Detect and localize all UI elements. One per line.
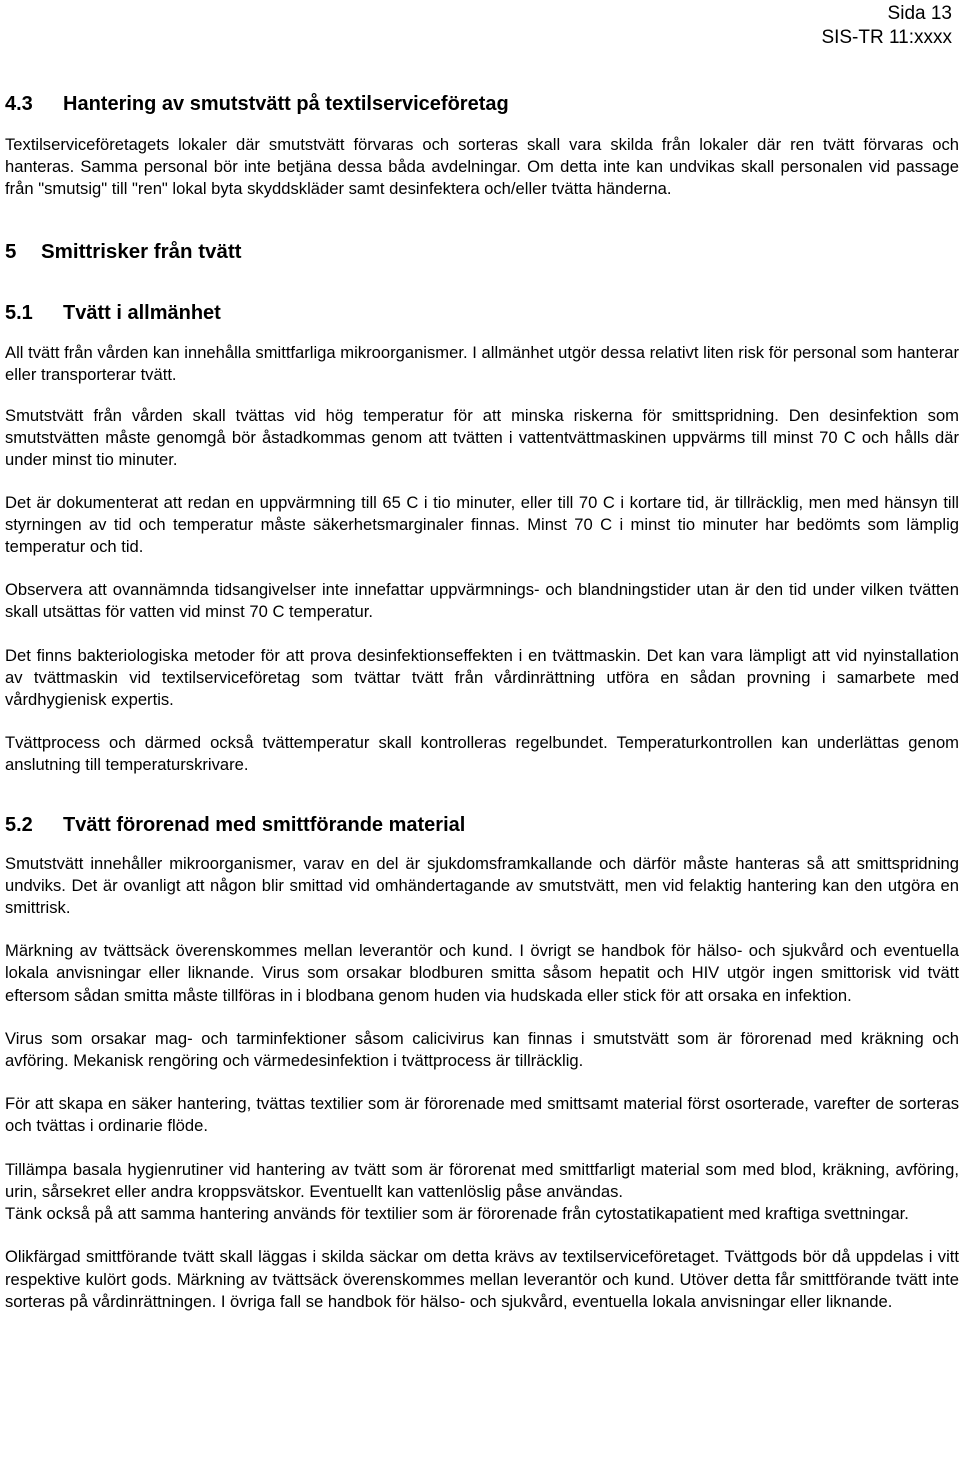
heading-5-1 xyxy=(5,301,959,325)
heading-5-2 xyxy=(5,813,959,837)
heading-5 xyxy=(5,239,959,265)
paragraph: Olikfärgad smittförande tvätt skall läggas i skilda säckar om detta krävs av textilserviceföretaget. Tvättgods bör då uppdelas i vitt respektive kulört gods. Märkning av tvättsäck överenskommes mellan leverantör och kund. Utöver detta får smittförande tvätt inte sorteras på vårdinrättningen. I övriga fall se handbok för hälso- och sjukvård, eventuella lokala anvisningar eller liknande. xyxy=(5,1247,959,1311)
page-header xyxy=(821,2,952,50)
paragraph: Virus som orsakar mag- och tarminfektioner såsom calicivirus kan finnas i smutstvätt som är förorenad med kräkning och avföring. Mekanisk rengöring och värmedesinfektion i tvättprocess är tillräcklig. xyxy=(5,1028,959,1071)
paragraph: Tvättprocess och därmed också tvättemperatur skall kontrolleras regelbundet. Temperaturkontrollen kan underlättas genom anslutning till temperaturskrivare. xyxy=(5,733,959,775)
heading-number: 5.1 xyxy=(5,301,33,324)
paragraph: Det är dokumenterat att redan en uppvärmning till 65 C i tio minuter, eller till 70 C i kortare tid, är tillräcklig, men med hänsyn till styrningen av tid och temperatur måste säkerhetsmarginaler finnas. Minst 70 C i minst tio minuter har bedömts som lämplig temperatur och tid. xyxy=(5,492,959,557)
heading-title: Hantering av smutstvätt på textilserviceföretag xyxy=(63,93,509,115)
paragraph: Det finns bakteriologiska metoder för att prova desinfektionseffekten i en tvättmaskin. Det kan vara lämpligt att vid nyinstallation av tvättmaskin vid textilserviceföretag som tvättar tvätt från vårdinrättning utföra en sådan provning i samarbete med vårdhygienisk expertis. xyxy=(5,645,959,710)
heading-number: 5.2 xyxy=(5,813,33,836)
page-number: Sida 13 xyxy=(887,3,952,24)
paragraph: För att skapa en säker hantering, tvättas textilier som är förorenade med smittsamt material först osorterade, varefter de sorteras och tvättas i ordinarie flöde. xyxy=(5,1094,959,1136)
paragraph: Tänk också på att samma hantering används för textilier som är förorenade från cytostatikapatient med kraftiga svettningar. xyxy=(5,1204,909,1224)
heading-title: Smittrisker från tvätt xyxy=(41,239,242,263)
document-id: SIS-TR 11:xxxx xyxy=(821,27,952,48)
heading-title: Tvätt i allmänhet xyxy=(63,301,221,324)
paragraph: Textilserviceföretagets lokaler där smutstvätt förvaras och sorteras skall vara skilda från lokaler där ren tvätt förvaras och hanteras. Samma personal bör inte betjäna dessa båda avdelningar. Om detta inte kan undvikas skall personalen vid passage från "smutsig" till "ren" lokal byta skyddskläder samt desinfektera och/eller tvätta händerna. xyxy=(5,135,959,199)
paragraph: Smutstvätt från vården skall tvättas vid hög temperatur för att minska riskerna för smittspridning. Den desinfektion som smutstvätten måste genomgå bör åstadkommas genom att tvätten i vattentvättmaskinen uppvärms till minst 70 C och hålls där under minst tio minuter. xyxy=(5,406,959,470)
document-body xyxy=(5,92,959,1313)
heading-title: Tvätt förorenad med smittförande material xyxy=(63,813,466,836)
paragraph: All tvätt från vården kan innehålla smittfarliga mikroorganismer. I allmänhet utgör dessa relativt liten risk för personal som hanterar eller transporterar tvätt. xyxy=(5,342,959,384)
heading-4-3 xyxy=(5,92,959,116)
paragraph: Tillämpa basala hygienrutiner vid hantering av tvätt som är förorenat med smittfarligt material som med blod, kräkning, avföring, urin, sårsekret eller andra kroppsvätskor. Eventuellt kan vattenlöslig påse användas. xyxy=(5,1159,959,1201)
heading-number: 4.3 xyxy=(5,93,33,115)
paragraph: Observera att ovannämnda tidsangivelser inte innefattar uppvärmnings- och blandningstider utan är den tid under vilken tvätten skall utsättas för vatten vid minst 70 C temperatur. xyxy=(5,580,959,622)
paragraph: Smutstvätt innehåller mikroorganismer, varav en del är sjukdomsframkallande och därför måste hanteras så att smittspridning undviks. Det är ovanligt att någon blir smittad vid omhändertagande av smutstvätt, men vid felaktig hantering kan den utgöra en smittrisk. xyxy=(5,853,959,918)
heading-number: 5 xyxy=(5,239,17,263)
paragraph: Märkning av tvättsäck överenskommes mellan leverantör och kund. I övrigt se handbok för hälso- och sjukvård och eventuella lokala anvisningar eller liknande. Virus som orsakar blodburen smitta såsom hepatit och HIV utgör ingen smittorisk vid tvätt eftersom sådan smitta måste tillföras in i blodbana genom huden via hudskada eller stick för att orsaka en infektion. xyxy=(5,941,959,1005)
